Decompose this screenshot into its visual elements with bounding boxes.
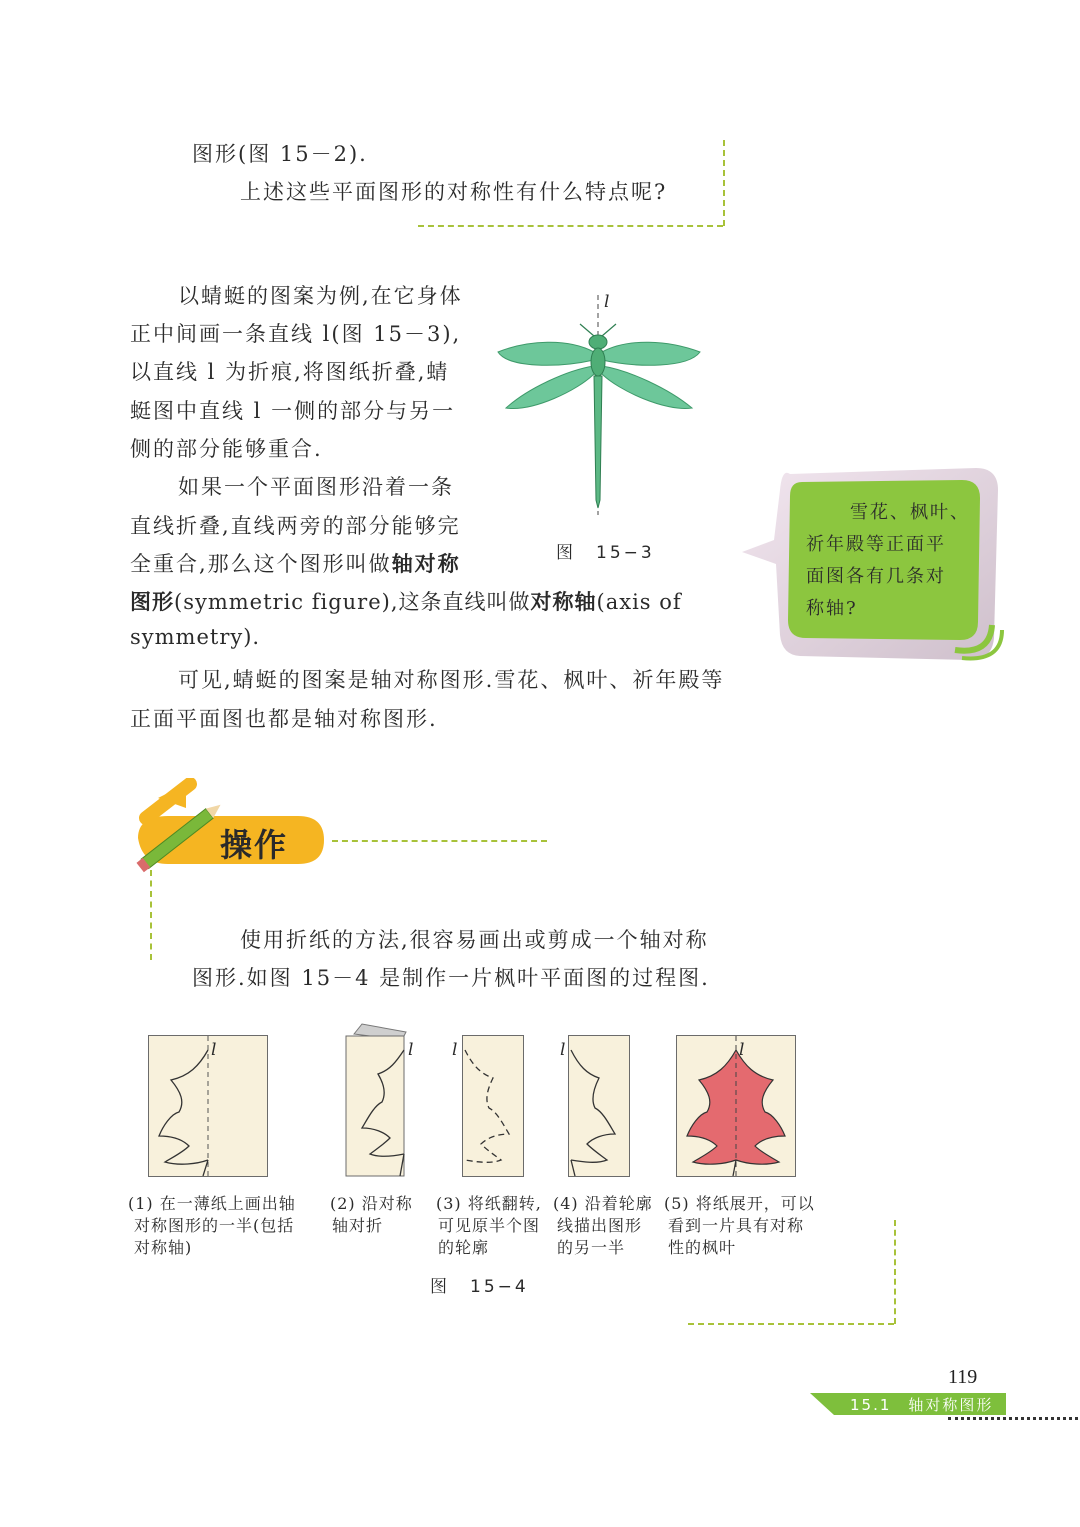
section-title: 15.1 轴对称图形 [850, 1396, 994, 1414]
caption-line: 可见原半个图 [438, 1216, 541, 1235]
operation-header [128, 778, 338, 888]
traced-outline-drawing [463, 1036, 523, 1176]
fig4-axis-label: l [560, 1040, 566, 1060]
operation-rule [332, 840, 547, 842]
body-line: 以直线 l 为折痕,将图纸折叠,蜻 [130, 360, 450, 384]
body-line: 正中间画一条直线 l(图 15－3), [130, 322, 462, 346]
caption-line: (4) 沿着轮廓 [553, 1194, 653, 1213]
operation-title: 操作 [220, 826, 289, 864]
fold-step-4-panel [568, 1035, 630, 1177]
term-figure: 图形 [130, 589, 174, 614]
caption-line: 对称轴) [134, 1238, 193, 1257]
caption-line: (5) 将纸展开，可以 [664, 1194, 815, 1213]
bubble-line: 祈年殿等正面平 [806, 534, 946, 555]
fig4-caption: 图 15−4 [430, 1277, 529, 1297]
body-line: 直线折叠,直线两旁的部分能够完 [130, 514, 461, 538]
body-line: 如果一个平面图形沿着一条 [178, 475, 454, 499]
caption-line: 看到一片具有对称 [668, 1216, 805, 1235]
operation-line-1: 使用折纸的方法,很容易画出或剪成一个轴对称 [240, 928, 709, 952]
caption-line: (3) 将纸翻转, [436, 1194, 542, 1213]
term-axial-symmetric: 轴对称 [391, 551, 461, 576]
step-5-caption [664, 1193, 815, 1259]
fig3-axis-label: l [604, 292, 610, 312]
body-text: (axis of [596, 590, 682, 614]
top-frame-bottom [418, 225, 723, 227]
body-line-8 [130, 548, 461, 578]
bubble-line: 面图各有几条对 [806, 566, 946, 587]
maple-leaf-icon [677, 1036, 795, 1176]
operation-line-2: 图形.如图 15－4 是制作一片枫叶平面图的过程图. [192, 966, 710, 990]
caption-line: (1) 在一薄纸上画出轴 [128, 1194, 296, 1213]
body-line: 蜓图中直线 l 一侧的部分与另一 [130, 399, 456, 423]
dragonfly-figure [488, 290, 708, 520]
caption-line: 对称图形的一半(包括 [134, 1216, 295, 1235]
caption-line: 轴对折 [332, 1216, 384, 1235]
operation-frame-bottom [688, 1323, 894, 1325]
fig4-axis-label: l [452, 1040, 458, 1060]
step-2-caption [330, 1193, 413, 1237]
top-line-2: 上述这些平面图形的对称性有什么特点呢? [240, 180, 668, 204]
fold-step-1-panel [148, 1035, 268, 1177]
caption-line: 的另一半 [557, 1238, 626, 1257]
body-line: 以蜻蜓的图案为例,在它身体 [178, 284, 463, 308]
step-4-caption [553, 1193, 653, 1259]
caption-line: (2) 沿对称 [330, 1194, 413, 1213]
body-line: 正面平面图也都是轴对称图形. [130, 707, 438, 731]
operation-frame-right [894, 1220, 896, 1324]
page-number: 119 [948, 1366, 978, 1388]
body-line: symmetry). [130, 625, 261, 649]
fig4-axis-label: l [739, 1040, 745, 1060]
body-line: 侧的部分能够重合. [130, 437, 323, 461]
operation-frame-left [150, 870, 152, 960]
body-text: (symmetric figure),这条直线叫做 [174, 590, 531, 614]
caption-line: 线描出图形 [557, 1216, 643, 1235]
dragonfly-icon [488, 290, 708, 520]
body-line-9 [130, 586, 682, 616]
top-line-1: 图形(图 15－2). [192, 142, 368, 166]
step-3-caption [436, 1193, 542, 1259]
fig4-axis-label: l [408, 1040, 414, 1060]
body-line: 可见,蜻蜓的图案是轴对称图形.雪花、枫叶、祈年殿等 [178, 668, 725, 692]
fig4-axis-label: l [211, 1040, 217, 1060]
top-frame-right [723, 140, 725, 226]
fig3-caption: 图 15−3 [556, 543, 655, 563]
other-half-drawing [569, 1036, 629, 1176]
footer-dots [948, 1417, 1078, 1420]
step-1-caption [128, 1193, 296, 1259]
half-leaf-drawing [149, 1036, 267, 1176]
fold-step-5-panel [676, 1035, 796, 1177]
section-tab [810, 1393, 1006, 1415]
fold-step-3-panel [462, 1035, 524, 1177]
speech-bubble [740, 460, 1010, 680]
body-text: 全重合,那么这个图形叫做 [130, 552, 392, 576]
term-axis: 对称轴 [530, 589, 597, 614]
bubble-line: 雪花、枫叶、 [850, 502, 970, 523]
bubble-line: 称轴? [806, 598, 858, 619]
caption-line: 性的枫叶 [668, 1238, 737, 1257]
caption-line: 的轮廓 [438, 1238, 490, 1257]
